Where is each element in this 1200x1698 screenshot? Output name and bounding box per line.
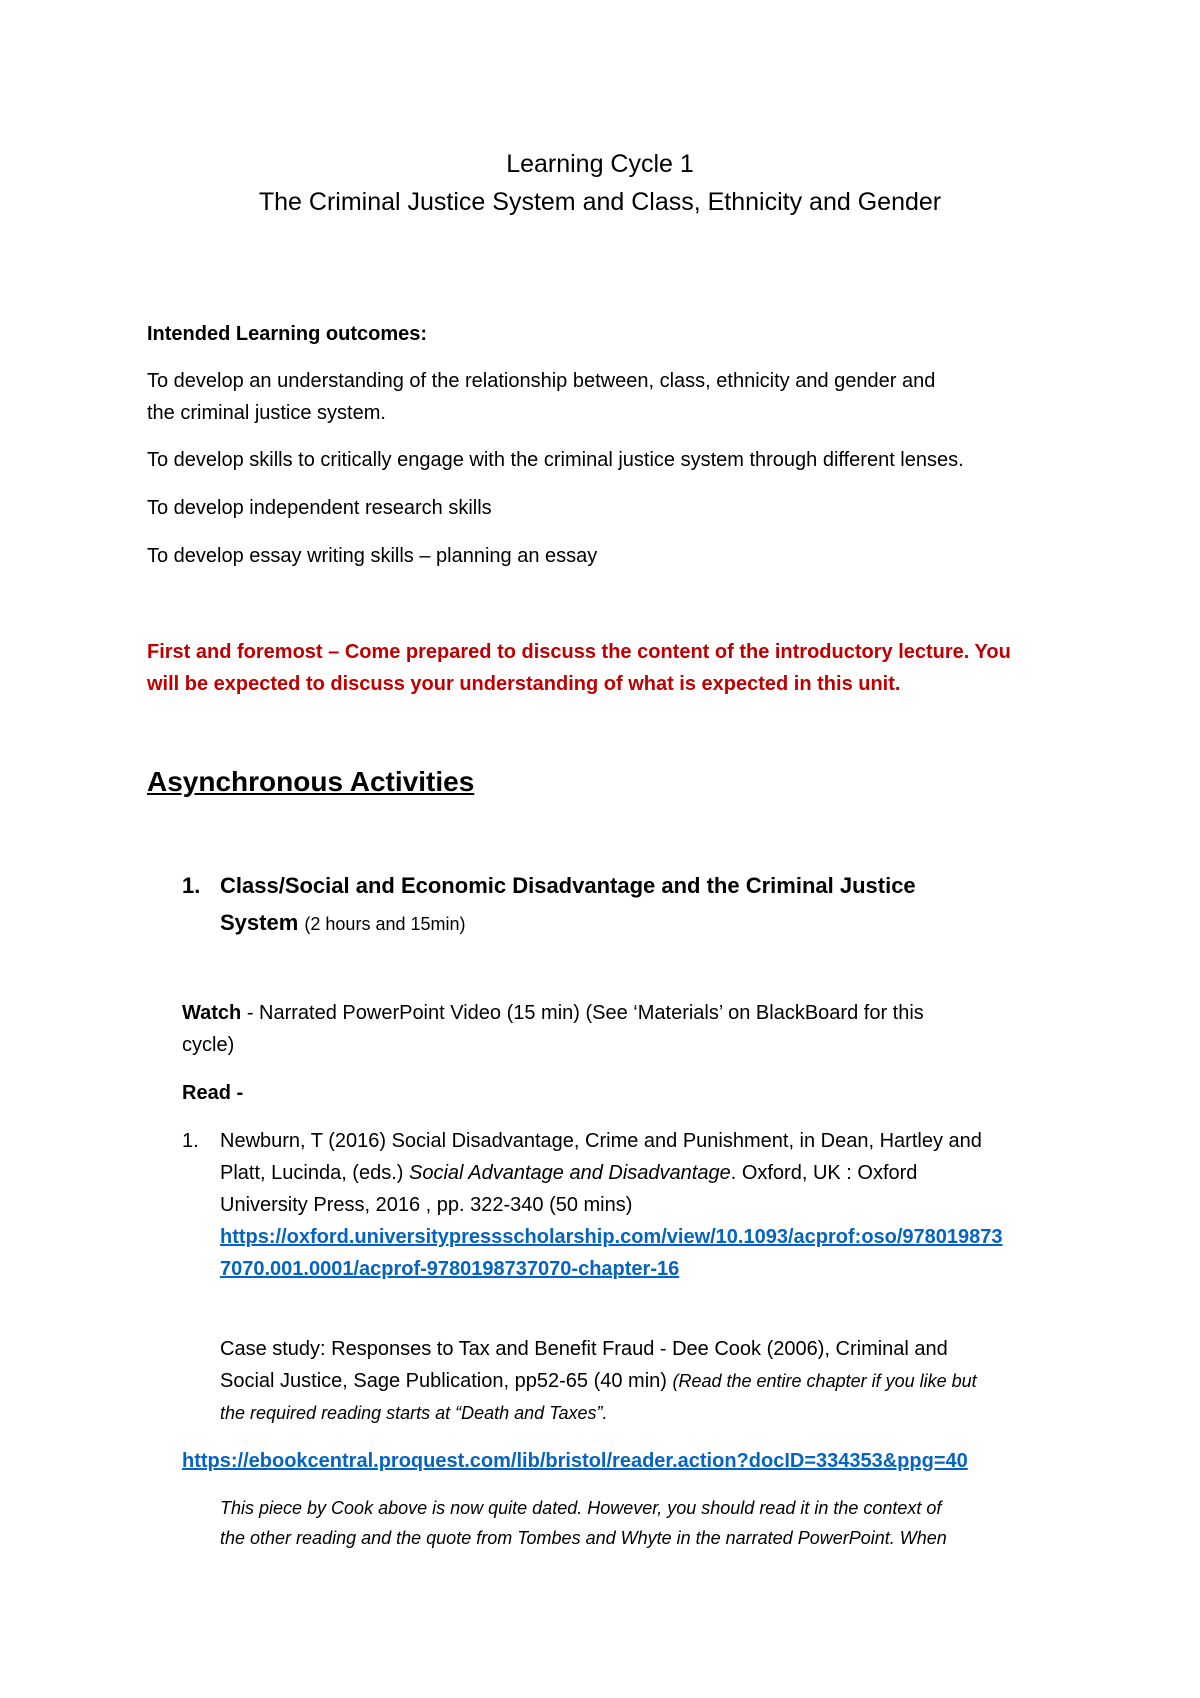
notice-line-2: will be expected to discuss your understanding of what is expected in this unit. — [147, 673, 901, 695]
item-number: 1. — [182, 873, 201, 898]
ebook-link[interactable]: https://ebookcentral.proquest.com/lib/bristol/reader.action?docID=334353&ppg=40 — [182, 1450, 968, 1472]
ref1-line-3: University Press, 2016 , pp. 322-340 (50 mins) — [220, 1194, 633, 1216]
item-title-line-2 — [220, 910, 466, 936]
watch-text: - Narrated PowerPoint Video (15 min) (See ‘Materials’ on BlackBoard for this — [241, 1002, 924, 1024]
outcome-1-line-2: the criminal justice system. — [147, 402, 386, 424]
ref1-line-2b: . Oxford, UK : Oxford — [730, 1162, 918, 1184]
case-line-2-note: (Read the entire chapter if you like but — [672, 1371, 977, 1391]
ref1-line-2a: Platt, Lucinda, (eds.) — [220, 1162, 409, 1184]
ref1-number: 1. — [182, 1130, 199, 1152]
outcome-2: To develop skills to critically engage with the criminal justice system through different lenses. — [147, 449, 964, 471]
outcome-1-line-1: To develop an understanding of the relationship between, class, ethnicity and gender and — [147, 370, 936, 392]
outcomes-heading: Intended Learning outcomes: — [147, 323, 428, 345]
note-line-2: the other reading and the quote from Tombes and Whyte in the narrated PowerPoint. When — [220, 1528, 947, 1548]
ref1-link-1[interactable]: https://oxford.universitypressscholarship.com/view/10.1093/acprof:oso/978019873 — [220, 1226, 1003, 1248]
title-line-2: The Criminal Justice System and Class, Ethnicity and Gender — [258, 188, 942, 216]
case-line-1: Case study: Responses to Tax and Benefit Fraud - Dee Cook (2006), Criminal and — [220, 1338, 948, 1360]
item-title-line-1: Class/Social and Economic Disadvantage and the Criminal Justice — [220, 873, 916, 898]
outcome-4: To develop essay writing skills – planning an essay — [147, 545, 598, 567]
ref1-book-title: Social Advantage and Disadvantage — [408, 1162, 731, 1184]
watch-label: Watch — [182, 1002, 242, 1024]
item-duration: (2 hours and 15min) — [304, 914, 466, 934]
outcome-3: To develop independent research skills — [147, 497, 492, 519]
read-label: Read - — [182, 1082, 244, 1104]
ref1-link-2[interactable]: 7070.001.0001/acprof-9780198737070-chapter-16 — [220, 1258, 680, 1280]
note-line-1: This piece by Cook above is now quite dated. However, you should read it in the context of — [220, 1498, 942, 1518]
item-title-system: System — [220, 910, 299, 935]
case-line-2 — [220, 1365, 977, 1397]
title-line-1: Learning Cycle 1 — [506, 150, 694, 178]
ref1-line-1: Newburn, T (2016) Social Disadvantage, Crime and Punishment, in Dean, Hartley and — [220, 1130, 982, 1152]
section-heading: Asynchronous Activities — [147, 766, 475, 797]
link2-line[interactable] — [182, 1445, 968, 1477]
watch-line-2: cycle) — [182, 1034, 235, 1056]
case-line-3: the required reading starts at “Death and Taxes”. — [220, 1403, 608, 1423]
ref1-line-2 — [220, 1157, 917, 1189]
ref1-link-line-2[interactable] — [220, 1253, 679, 1285]
case-line-2a: Social Justice, Sage Publication, pp52-65 (40 min) — [220, 1370, 673, 1392]
notice-line-1: First and foremost – Come prepared to discuss the content of the introductory lecture. You — [147, 641, 1011, 663]
watch-line-1 — [182, 997, 924, 1029]
ref1-link-line-1[interactable] — [220, 1221, 1003, 1253]
